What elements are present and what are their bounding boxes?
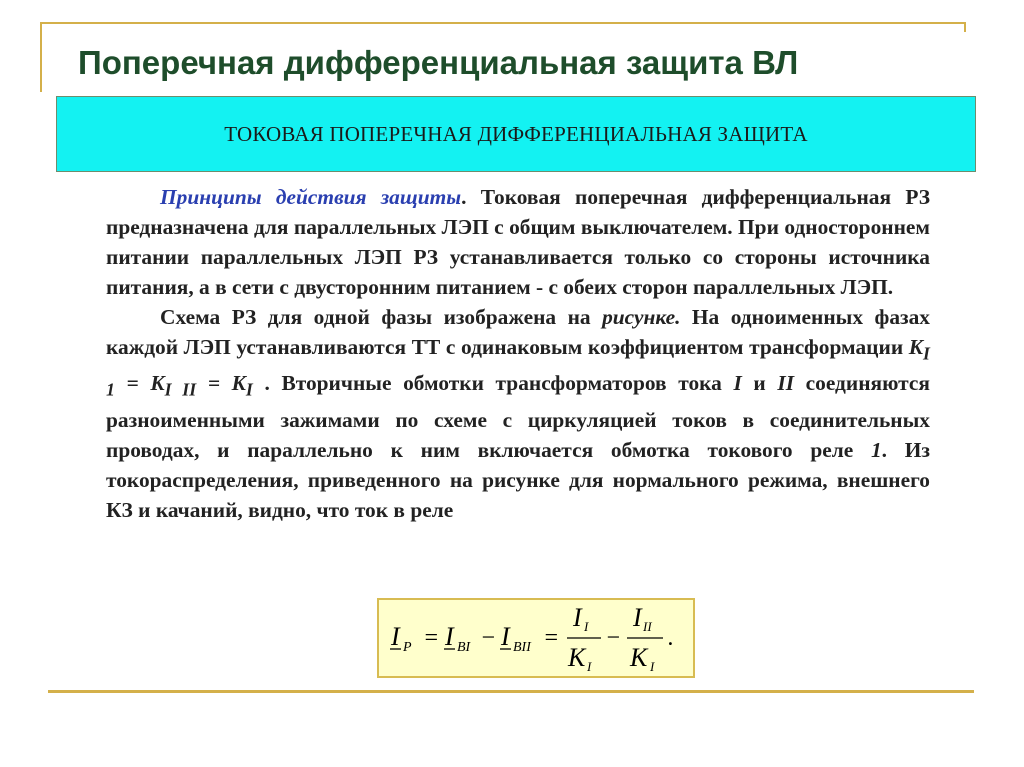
tt-label-1: I xyxy=(733,371,742,396)
paragraph-principles xyxy=(106,182,930,302)
frame-left-line xyxy=(40,22,42,92)
svg-text:II: II xyxy=(643,619,652,634)
svg-text:BII: BII xyxy=(513,640,531,655)
svg-text:I: I xyxy=(445,622,454,651)
svg-text:−: − xyxy=(480,625,497,651)
scheme-text-2: На одноименных фазах каждой ЛЭП устанавливаются ТТ с одинаковым коэффициентом трансформации xyxy=(106,305,931,359)
relay-number: 1 xyxy=(870,437,882,462)
svg-text:−: − xyxy=(605,625,622,651)
svg-text:=: = xyxy=(423,625,440,651)
svg-text:=: = xyxy=(543,625,560,651)
bottom-divider xyxy=(48,690,974,693)
scheme-text-1: Схема РЗ для одной фазы изображена на xyxy=(160,305,603,329)
scheme-text-5: . Из токораспределения, приведенного на рисунке для нормального режима, внешнего КЗ и качаний, видно, что ток в реле xyxy=(106,437,930,522)
slide-title: Поперечная дифференциальная защита ВЛ xyxy=(78,44,799,81)
svg-text:K: K xyxy=(568,643,586,672)
ip-symbol: I xyxy=(391,622,400,651)
svg-text:I: I xyxy=(650,659,655,674)
figure-ref: рисунке. xyxy=(602,305,681,329)
section-banner xyxy=(56,96,976,172)
svg-text:I: I xyxy=(501,622,510,651)
frame-top-line xyxy=(40,22,966,24)
principles-lead: Принципы действия защиты xyxy=(160,185,462,209)
svg-text:.: . xyxy=(668,625,674,651)
scheme-text-4: соединяются разноименными зажимами по схеме с циркуляцией токов в соединительных проводах, и параллельно к ним включается обмотка токового реле xyxy=(106,371,930,462)
tt-label-2: II xyxy=(777,371,795,396)
svg-text:K: K xyxy=(630,643,648,672)
paragraph-scheme: Схема РЗ для одной фазы изображена на рисунке. На одноименных фазах каждой ЛЭП устанавливаются ТТ с одинаковым коэффициентом трансформации $K_{I 1} = K_{I II} = K_I$ . Вторичные обмотки трансформаторов тока I и II соединяются разноименными зажимами по схеме с циркуляцией токов в соединительных проводах, и параллельно к ним включается обмотка токового реле 1. Из токораспределения, приведенного на рисунке для нормального режима, внешнего КЗ и качаний, видно, что ток в реле xyxy=(106,305,931,522)
svg-text:P: P xyxy=(403,640,412,655)
body-text xyxy=(106,182,930,525)
formula-box xyxy=(377,598,695,678)
svg-text:BI: BI xyxy=(457,640,471,655)
frame-right-line xyxy=(964,22,966,32)
principles-text: . Токовая поперечная дифференциальная РЗ предназначена для параллельных ЛЭП с общим выключателем. При одностороннем питании параллельных ЛЭП РЗ устанавливается только со стороны источника питания, а в сети с двусторонним питанием - с обеих сторон параллельных ЛЭП. xyxy=(106,185,930,299)
svg-text:I: I xyxy=(573,603,582,632)
relay-current-formula xyxy=(379,600,693,676)
svg-text:I: I xyxy=(633,603,642,632)
svg-text:I: I xyxy=(584,619,589,634)
ratio-equation: $K_{I 1} = K_{I II} = K_I$ xyxy=(106,335,930,400)
banner-text: ТОКОВАЯ ПОПЕРЕЧНАЯ ДИФФЕРЕНЦИАЛЬНАЯ ЗАЩИТА xyxy=(224,121,808,146)
scheme-text-3: . Вторичные обмотки трансформаторов тока xyxy=(252,371,734,396)
svg-text:I: I xyxy=(587,659,592,674)
